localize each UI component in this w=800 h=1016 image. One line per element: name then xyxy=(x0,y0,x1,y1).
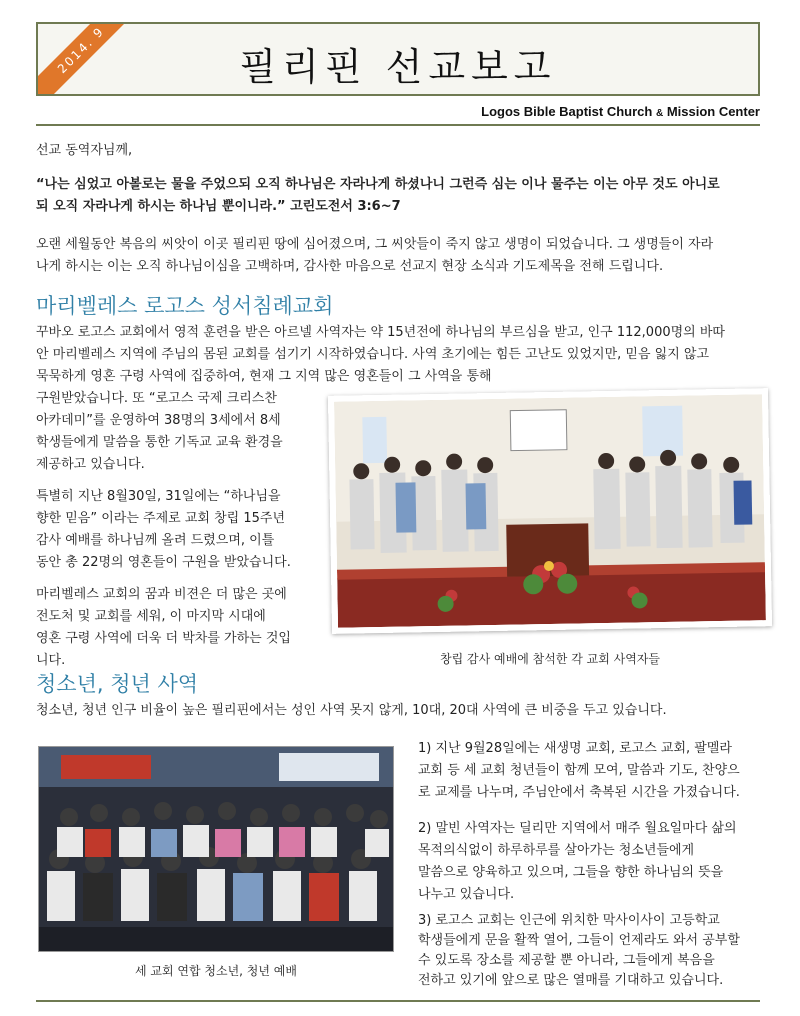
intro-line: 오랜 세월동안 복음의 씨앗이 이곳 필리핀 땅에 심어졌으며, 그 씨앗들이 죽지 않고 생명이 되었습니다. 그 생명들이 자라 xyxy=(36,237,714,252)
item-line: 3) 로고스 교회는 인근에 위치한 막사이사이 고등학교 xyxy=(418,913,720,928)
item-line: 수 있도록 장소를 제공할 뿐 아니라, 그들에게 복음을 xyxy=(418,953,715,968)
page-title: 필리핀 선교보고 xyxy=(239,45,557,89)
body-line: 꾸바오 로고스 교회에서 영적 훈련을 받은 아르넬 사역자는 약 15년전에 하나님의 부르심을 받고, 인구 112,000명의 바따 xyxy=(36,325,725,340)
item-line: 말씀으로 양육하고 있으며, 그들을 향한 하나님의 뜻을 xyxy=(418,865,724,880)
body-line: 청소년, 청년 인구 비율이 높은 필리핀에서는 성인 사역 못지 않게, 10대, 20대 사역에 큰 비중을 두고 있습니다. xyxy=(36,703,667,718)
body-line: 동안 총 22명의 영혼들이 구원을 받았습니다. xyxy=(36,555,291,570)
body-line: 학생들에게 말씀을 통한 기독교 교육 환경을 xyxy=(36,435,283,450)
body-line: 묵묵하게 영혼 구령 사역에 집중하여, 현재 그 지역 많은 영혼들이 그 사역을 통해 xyxy=(36,369,492,384)
item-line: 학생들에게 문을 활짝 열어, 그들이 언제라도 와서 공부할 xyxy=(418,933,740,948)
greeting: 선교 동역자님께, xyxy=(36,143,133,158)
photo-ministers xyxy=(328,388,772,634)
photo-caption-youth: 세 교회 연합 청소년, 청년 예배 xyxy=(135,964,297,978)
header-divider xyxy=(36,124,760,126)
body-line: 특별히 지난 8월30일, 31일에는 “하나님을 xyxy=(36,489,281,504)
item-line: 전하고 있기에 앞으로 많은 열매를 기대하고 있습니다. xyxy=(418,973,724,988)
intro-line: 나게 하시는 이는 오직 하나님이심을 고백하며, 감사한 마음으로 선교지 현장 소식과 기도제목을 전해 드립니다. xyxy=(36,259,664,274)
body-line: 구원받았습니다. 또 “로고스 국제 크리스찬 xyxy=(36,391,277,406)
item-line: 나누고 있습니다. xyxy=(418,887,515,902)
item-line: 1) 지난 9월28일에는 새생명 교회, 로고스 교회, 팔멜라 xyxy=(418,741,732,756)
verse-line: 되 오직 자라나게 하시는 하나님 뿐이니라.” 고린도전서 3:6~7 xyxy=(36,199,401,214)
youth-photo-illustration xyxy=(39,747,394,952)
church-name: Logos Bible Baptist Church & Mission Center xyxy=(481,104,760,119)
photo-caption-ministers: 창립 감사 예배에 참석한 각 교회 사역자들 xyxy=(440,652,660,666)
ministers-photo-illustration xyxy=(334,394,766,627)
section-heading-youth: 청소년, 청년 사역 xyxy=(36,672,199,696)
body-line: 안 마리벨레스 지역에 주님의 몸된 교회를 섬기기 시작하였습니다. 사역 초기에는 힘든 고난도 있었지만, 믿음 잃지 않고 xyxy=(36,347,710,362)
footer-divider xyxy=(36,1000,760,1002)
body-line: 아카데미”를 운영하여 38명의 3세에서 8세 xyxy=(36,413,281,428)
body-line: 마리벨레스 교회의 꿈과 비젼은 더 많은 곳에 xyxy=(36,587,287,602)
body-line: 감사 예배를 하나님께 올려 드렸으며, 이틀 xyxy=(36,533,275,548)
date-ribbon: 2014. 9 xyxy=(36,22,143,96)
verse-line: “나는 심었고 아볼로는 물을 주었으되 오직 하나님은 자라나게 하셨나니 그런즉 심는 이나 물주는 이는 아무 것도 아니로 xyxy=(36,177,720,192)
body-line: 제공하고 있습니다. xyxy=(36,457,145,472)
header-banner xyxy=(36,22,760,96)
item-line: 로 교제를 나누며, 주님안에서 축복된 시간을 가졌습니다. xyxy=(418,785,740,800)
body-line: 향한 믿음” 이라는 주제로 교회 창립 15주년 xyxy=(36,511,285,526)
section-heading-maribeles: 마리벨레스 로고스 성서침례교회 xyxy=(36,294,334,318)
item-line: 목적의식없이 하루하루를 살아가는 청소년들에게 xyxy=(418,843,695,858)
item-line: 2) 말빈 사역자는 딜리만 지역에서 매주 월요일마다 삶의 xyxy=(418,821,737,836)
body-line: 영혼 구령 사역에 더욱 더 박차를 가하는 것입 xyxy=(36,631,291,646)
photo-youth xyxy=(38,746,394,952)
item-line: 교회 등 세 교회 청년들이 함께 모여, 말씀과 기도, 찬양으 xyxy=(418,763,740,778)
body-line: 전도처 및 교회를 세워, 이 마지막 시대에 xyxy=(36,609,266,624)
body-line: 니다. xyxy=(36,653,66,668)
